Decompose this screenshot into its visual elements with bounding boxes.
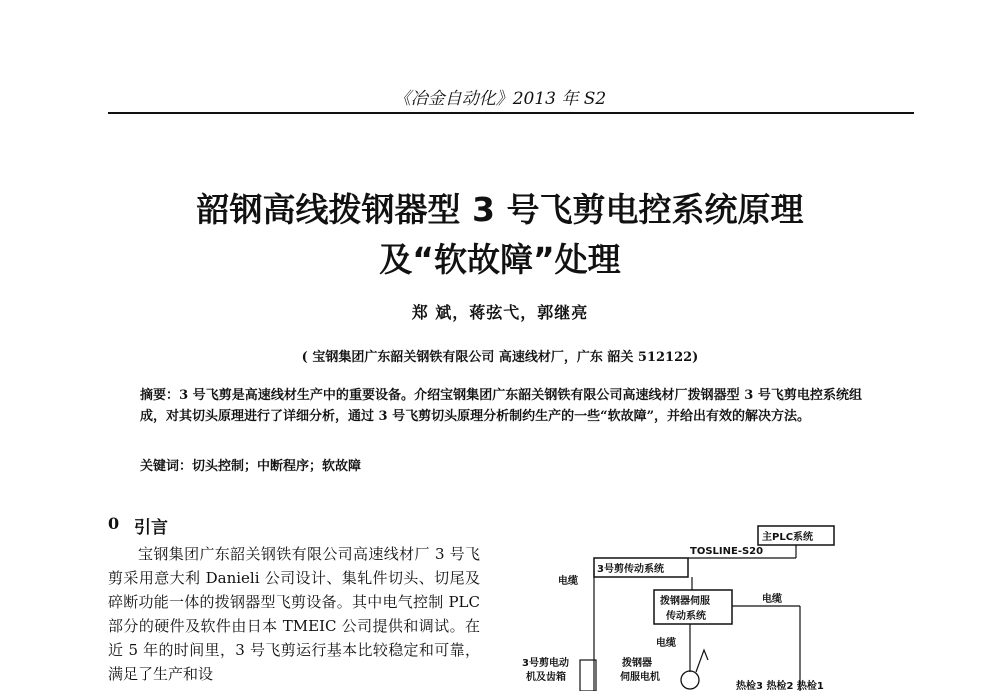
cable1-label: 电缆 (558, 576, 578, 587)
drive3-label: 3号剪传动系统 (597, 564, 664, 575)
motor3-label-2: 机及齿箱 (526, 672, 566, 683)
abstract: 摘要：3 号飞剪是高速线材生产中的重要设备。介绍宝钢集团广东韶关钢铁有限公司高速线材厂拨钢器型 3 号飞剪电控系统组成，对其切头原理进行了详细分析，通过 3 号飞剪切头原理分析制约生产的一些“软故障”，并给出有效的解决方法。 (140, 388, 862, 424)
servo-motor-symbol (681, 671, 699, 689)
authors: 郑 斌，蒋弦弋，郭继亮 (411, 303, 589, 322)
hmd-labels: 热检3 热检2 热检1 (736, 681, 824, 691)
section-number: 0 (108, 514, 120, 533)
servo-link (696, 650, 708, 672)
cable3-label: 电缆 (656, 638, 676, 649)
affiliation: ( 宝钢集团广东韶关钢铁有限公司 高速线材厂，广东 韶关 512122) (301, 350, 699, 365)
paper-title-line-2: 及“软故障”处理 (379, 240, 621, 279)
section-body: 宝钢集团广东韶关钢铁有限公司高速线材厂 3 号飞剪采用意大利 Danieli 公司设计、集轧件切头、切尾及碎断功能一体的拨钢器型飞剪设备。其中电气控制 PLC 部分的硬件及软件由日本 TMEIC 公司提供和调试。在近 5 年的时间里，3 号飞剪运行基本比较稳定和可靠，满足了生产和设 (108, 545, 480, 683)
servo-drive-label-1: 拨钢器伺服 (660, 596, 710, 607)
system-diagram (500, 500, 860, 691)
servo-motor-label-1: 拨钢器 (622, 658, 652, 669)
header-rule (108, 112, 914, 114)
keywords: 关键词：切头控制；中断程序；软故障 (140, 459, 362, 474)
servo-motor-label-2: 伺服电机 (620, 672, 660, 683)
main-plc-label: 主PLC系统 (762, 532, 814, 543)
servo-drive-label-2: 传动系统 (666, 611, 706, 622)
cable2-label: 电缆 (762, 594, 782, 605)
motor3-label-1: 3号剪电动 (522, 658, 569, 669)
journal-header: 《冶金自动化》2013 年 S2 (393, 89, 607, 109)
section-title: 引言 (134, 518, 168, 538)
tosline-label: TOSLINE-S20 (690, 546, 764, 557)
paper-title-line-1: 韶钢高线拨钢器型 3 号飞剪电控系统原理 (196, 190, 804, 229)
